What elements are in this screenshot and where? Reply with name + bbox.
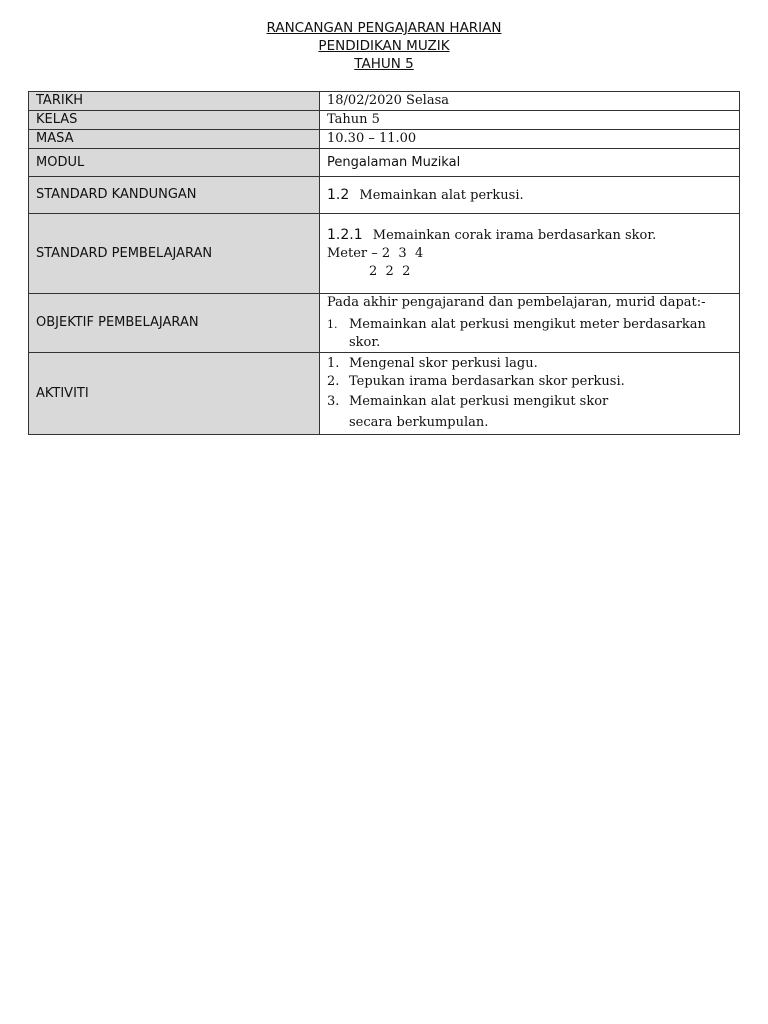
label-objektif: OBJEKTIF PEMBELAJARAN xyxy=(29,294,320,353)
objektif-list xyxy=(327,316,732,352)
table-row-aktiviti xyxy=(29,353,740,435)
label-modul: MODUL xyxy=(29,149,320,177)
table-row-modul xyxy=(29,149,740,177)
value-standard-pembelajaran xyxy=(320,214,740,294)
list-item-number: 2. xyxy=(327,373,340,389)
lesson-plan-table xyxy=(28,91,740,435)
value-modul: Pengalaman Muzikal xyxy=(320,149,740,177)
aktiviti-list xyxy=(327,355,732,433)
standard-pembelajaran-text: Memainkan corak irama berdasarkan skor. xyxy=(372,228,657,243)
heading-year: TAHUN 5 xyxy=(354,56,414,72)
table-row-objektif xyxy=(29,294,740,353)
list-item-text: Tepukan irama berdasarkan skor perkusi. xyxy=(349,373,625,389)
heading-title: RANCANGAN PENGAJARAN HARIAN xyxy=(266,20,502,36)
label-standard-pembelajaran: STANDARD PEMBELAJARAN xyxy=(29,214,320,294)
list-item xyxy=(327,391,732,433)
list-item-number: 3. xyxy=(327,393,340,409)
list-item-text: Memainkan alat perkusi mengikut meter berdasarkan skor. xyxy=(349,317,706,350)
value-aktiviti xyxy=(320,353,740,435)
list-item xyxy=(327,316,732,352)
meter-line-1: Meter – 2 3 4 xyxy=(327,246,424,261)
value-tarikh: 18/02/2020 Selasa xyxy=(320,92,740,111)
label-aktiviti: AKTIVITI xyxy=(29,353,320,435)
table-row-masa xyxy=(29,130,740,149)
table-row-kelas xyxy=(29,111,740,130)
value-masa: 10.30 – 11.00 xyxy=(320,130,740,149)
standard-kandungan-text: Memainkan alat perkusi. xyxy=(359,187,524,203)
list-item xyxy=(327,355,732,373)
standard-kandungan-code: 1.2 xyxy=(327,186,350,203)
label-kelas: KELAS xyxy=(29,111,320,130)
table-row-standard-pembelajaran xyxy=(29,214,740,294)
list-item xyxy=(327,373,732,391)
label-tarikh: TARIKH xyxy=(29,92,320,111)
table-row-standard-kandungan xyxy=(29,177,740,214)
label-masa: MASA xyxy=(29,130,320,149)
value-kelas: Tahun 5 xyxy=(320,111,740,130)
label-standard-kandungan: STANDARD KANDUNGAN xyxy=(29,177,320,214)
standard-pembelajaran-code: 1.2.1 xyxy=(327,227,363,243)
list-item-number: 1. xyxy=(327,355,340,371)
value-objektif xyxy=(320,294,740,353)
list-item-text: Mengenal skor perkusi lagu. xyxy=(349,355,538,371)
list-item-text: Memainkan alat perkusi mengikut skor secara berkumpulan. xyxy=(349,393,609,430)
value-standard-kandungan xyxy=(320,177,740,214)
table-row-tarikh xyxy=(29,92,740,111)
objektif-intro: Pada akhir pengajarand dan pembelajaran, murid dapat:- xyxy=(327,295,706,310)
heading-subject: PENDIDIKAN MUZIK xyxy=(318,38,450,54)
meter-line-2: 2 2 2 xyxy=(369,264,411,279)
document-heading xyxy=(0,19,768,73)
list-item-number: 1. xyxy=(327,318,338,331)
